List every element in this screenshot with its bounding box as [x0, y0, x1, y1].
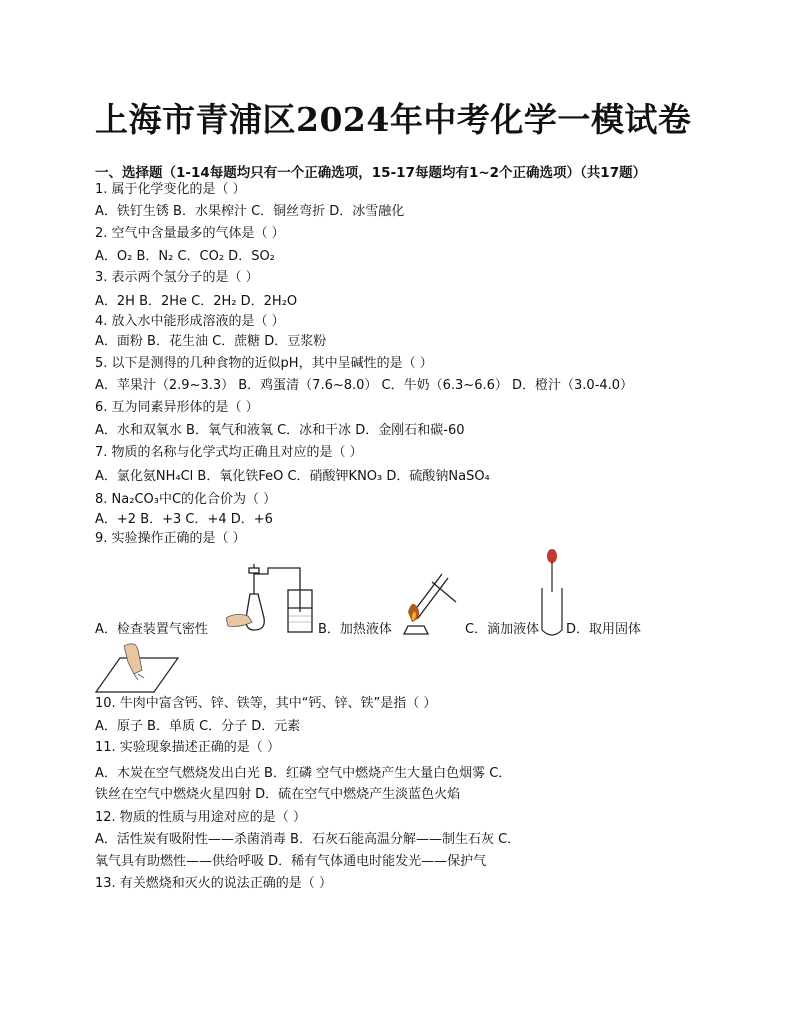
question-5: 5. 以下是测得的几种食物的近似pH，其中呈碱性的是（ ）: [95, 356, 433, 371]
question-3: 3. 表示两个氢分子的是（ ）: [95, 270, 259, 285]
question-12: 12. 物质的性质与用途对应的是（ ）: [95, 810, 306, 825]
options-12-line-1: A．活性炭有吸附性——杀菌消毒 B．石灰石能高温分解——制生石灰 C．: [95, 832, 521, 847]
question-9: 9. 实验操作正确的是（ ）: [95, 531, 246, 546]
question-11: 11. 实验现象描述正确的是（ ）: [95, 740, 280, 755]
question-10: 10. 牛肉中富含钙、锌、铁等，其中“钙、锌、铁”是指（ ）: [95, 696, 437, 711]
q9-option-b: B．加热液体: [318, 622, 392, 637]
question-2: 2. 空气中含量最多的气体是（ ）: [95, 226, 285, 241]
options-2: A．O₂ B．N₂ C．CO₂ D．SO₂: [95, 249, 275, 264]
q9-option-c: C．滴加液体: [465, 622, 540, 637]
heating-liquid-apparatus-icon: [398, 568, 462, 638]
section-heading: 一、选择题（1-14每题均只有一个正确选项，15-17每题均有1~2个正确选项）（共17题）: [95, 165, 647, 181]
dropping-liquid-apparatus-icon: [536, 548, 568, 640]
taking-solid-apparatus-icon: [94, 640, 182, 696]
options-1: A．铁钉生锈 B．水果榨汁 C．铜丝弯折 D．冰雪融化: [95, 204, 405, 219]
options-12-line-2: 氧气具有助燃性——供给呼吸 D．稀有气体通电时能发光——保护气: [95, 854, 487, 869]
page-title: 上海市青浦区2024年中考化学一模试卷: [95, 100, 692, 139]
options-7: A．氯化氨NH₄Cl B．氧化铁FeO C．硝酸钾KNO₃ D．硫酸钠NaSO₄: [95, 469, 490, 484]
options-11-line-1: A．木炭在空气燃烧发出白光 B．红磷 空气中燃烧产生大量白色烟雾 C．: [95, 766, 512, 781]
q9-option-a: A．检查装置气密性: [95, 622, 208, 637]
options-3: A．2H B．2He C．2H₂ D．2H₂O: [95, 294, 298, 309]
options-5: A．苹果汁（2.9~3.3） B．鸡蛋清（7.6~8.0） C．牛奶（6.3~6.6） D．橙汁（3.0-4.0）: [95, 378, 634, 393]
question-7: 7. 物质的名称与化学式均正确且对应的是（ ）: [95, 445, 363, 460]
airtightness-apparatus-icon: [226, 560, 318, 638]
question-6: 6. 互为同素异形体的是（ ）: [95, 400, 259, 415]
options-11-line-2: 铁丝在空气中燃烧火星四射 D．硫在空气中燃烧产生淡蓝色火焰: [95, 787, 461, 802]
options-10: A．原子 B．单质 C．分子 D．元素: [95, 719, 301, 734]
options-6: A．水和双氧水 B．氧气和液氧 C．冰和干冰 D．金刚石和碳-60: [95, 423, 465, 438]
question-13: 13. 有关燃烧和灭火的说法正确的是（ ）: [95, 876, 332, 891]
question-4: 4. 放入水中能形成溶液的是（ ）: [95, 314, 285, 329]
options-8: A．+2 B．+3 C．+4 D．+6: [95, 512, 273, 527]
options-4: A．面粉 B．花生油 C．蔗糖 D．豆浆粉: [95, 334, 327, 349]
q9-option-d: D．取用固体: [566, 622, 642, 637]
question-8: 8. Na₂CO₃中C的化合价为（ ）: [95, 492, 277, 507]
question-1: 1. 属于化学变化的是（ ）: [95, 182, 246, 197]
